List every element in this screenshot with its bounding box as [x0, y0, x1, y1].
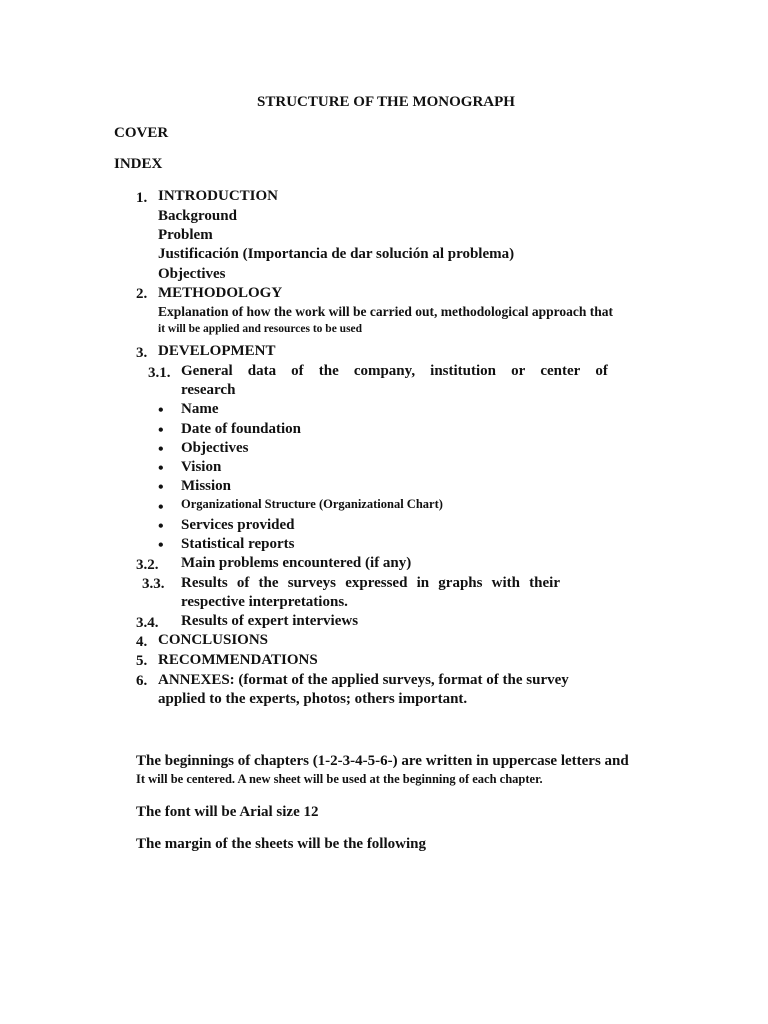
- section-3-title: DEVELOPMENT: [158, 343, 276, 359]
- section-5-title: RECOMMENDATIONS: [158, 652, 318, 668]
- word: their: [529, 575, 560, 591]
- word: of: [236, 575, 250, 591]
- word: surveys: [287, 575, 337, 591]
- note-margin: The margin of the sheets will be the following: [136, 836, 426, 852]
- bullet-item: Services provided: [181, 517, 295, 533]
- bullet-item: Objectives: [181, 440, 249, 456]
- word: of: [595, 363, 608, 379]
- note-chapters: The beginnings of chapters (1-2-3-4-5-6-) are written in uppercase letters and: [136, 753, 629, 769]
- word: data: [247, 363, 277, 379]
- bullet-icon: •: [158, 518, 164, 535]
- subsection-3-3-text: [181, 576, 560, 591]
- word: of: [291, 363, 304, 379]
- bullet-item: Vision: [181, 459, 222, 475]
- bullet-icon: •: [158, 479, 164, 496]
- word: institution: [430, 363, 497, 379]
- bullet-item: Date of foundation: [181, 421, 302, 437]
- bullet-icon: •: [158, 441, 164, 458]
- section-1-item: Justificación (Importancia de dar solución al problema): [158, 246, 515, 262]
- subsection-3-3-number: 3.3.: [142, 576, 165, 592]
- section-1-item: Background: [158, 208, 237, 224]
- subsection-3-2-text: Main problems encountered (if any): [181, 555, 412, 571]
- subsection-3-1-text-cont: research: [181, 382, 236, 398]
- page-title: STRUCTURE OF THE MONOGRAPH: [257, 94, 515, 110]
- index-heading: INDEX: [114, 156, 163, 172]
- bullet-item: Name: [181, 401, 219, 417]
- section-1-item: Problem: [158, 227, 213, 243]
- section-1-title: INTRODUCTION: [158, 188, 279, 204]
- bullet-icon: •: [158, 402, 164, 419]
- word: company,: [353, 363, 416, 379]
- word: center: [540, 363, 581, 379]
- subsection-3-3-text-cont: respective interpretations.: [181, 594, 348, 610]
- word: the: [318, 363, 339, 379]
- bullet-icon: •: [158, 499, 164, 516]
- section-6-number: 6.: [136, 673, 148, 689]
- word: with: [491, 575, 520, 591]
- note-chapters-cont: It will be centered. A new sheet will be used at the beginning of each chapter.: [136, 772, 543, 786]
- subsection-3-1-number: 3.1.: [148, 365, 171, 381]
- section-2-title: METHODOLOGY: [158, 285, 283, 301]
- section-4-number: 4.: [136, 634, 148, 650]
- section-3-number: 3.: [136, 345, 148, 361]
- note-font: The font will be Arial size 12: [136, 804, 319, 820]
- word: in: [416, 575, 430, 591]
- word: the: [258, 575, 279, 591]
- section-1-number: 1.: [136, 190, 148, 206]
- bullet-item: Organizational Structure (Organizational Chart): [181, 497, 443, 511]
- word: or: [511, 363, 526, 379]
- bullet-icon: •: [158, 422, 164, 439]
- bullet-icon: •: [158, 537, 164, 554]
- word: expressed: [345, 575, 408, 591]
- bullet-item: Mission: [181, 478, 232, 494]
- subsection-3-4-text: Results of expert interviews: [181, 613, 359, 629]
- bullet-icon: •: [158, 460, 164, 477]
- bullet-item: Statistical reports: [181, 536, 295, 552]
- subsection-3-2-number: 3.2.: [136, 557, 159, 573]
- cover-heading: COVER: [114, 125, 169, 141]
- section-2-description: it will be applied and resources to be used: [158, 323, 363, 335]
- section-1-item: Objectives: [158, 266, 226, 282]
- subsection-3-1-text: [181, 364, 608, 379]
- section-2-description: Explanation of how the work will be carried out, methodological approach that: [158, 304, 614, 319]
- section-5-number: 5.: [136, 653, 148, 669]
- section-2-number: 2.: [136, 286, 148, 302]
- section-6-text: ANNEXES: (format of the applied surveys, format of the survey: [158, 672, 569, 688]
- section-6-text-cont: applied to the experts, photos; others important.: [158, 691, 468, 707]
- section-4-title: CONCLUSIONS: [158, 632, 269, 648]
- subsection-3-4-number: 3.4.: [136, 615, 159, 631]
- word: graphs: [438, 575, 483, 591]
- word: General: [181, 363, 233, 379]
- word: Results: [181, 575, 228, 591]
